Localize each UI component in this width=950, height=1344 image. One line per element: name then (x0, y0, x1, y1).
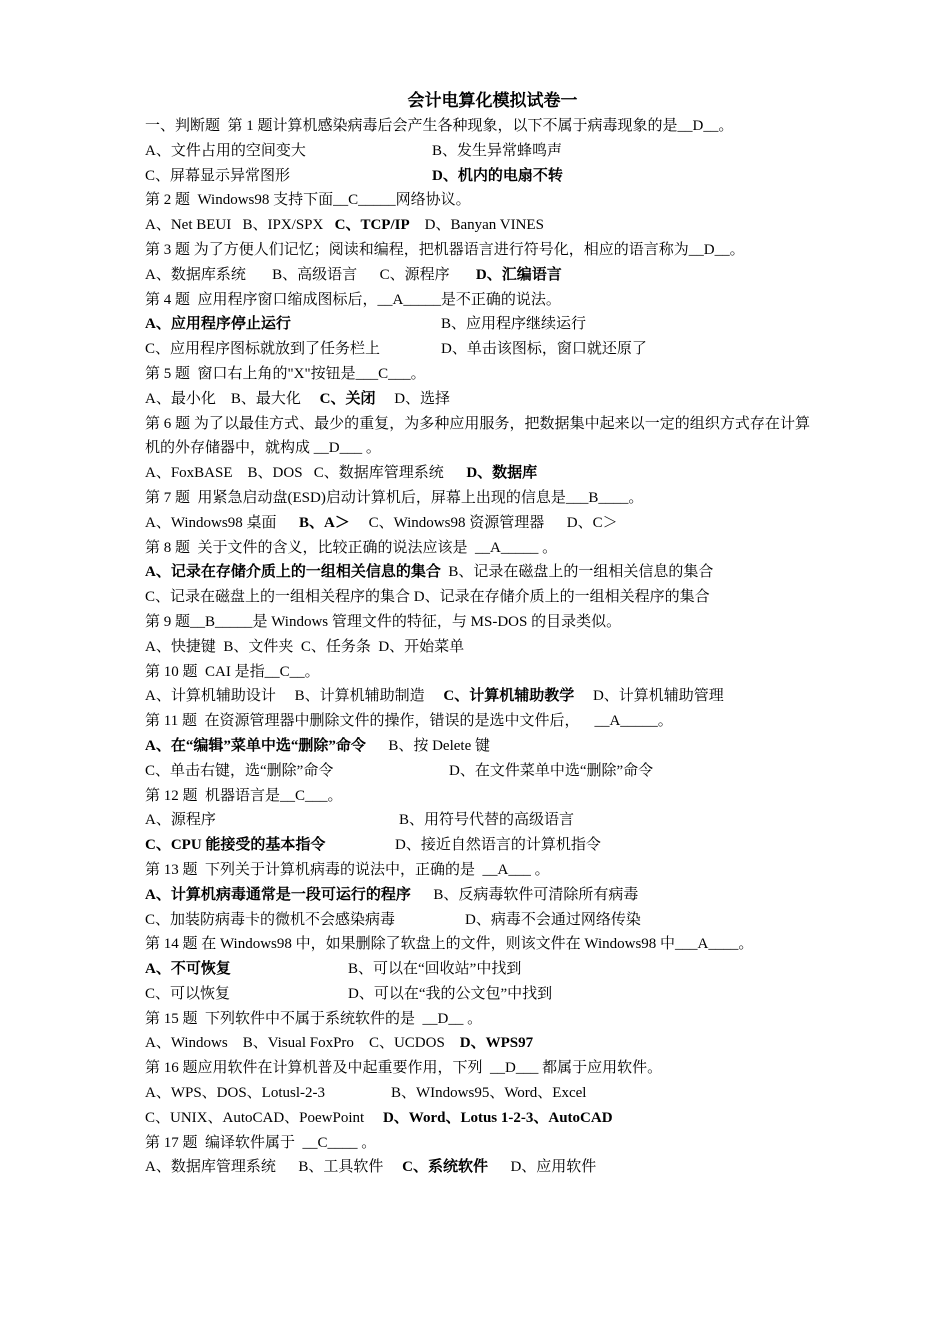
page-title: 会计电算化模拟试卷一 (407, 91, 578, 110)
question-line: 第 10 题 CAI 是指__C__。 (145, 663, 320, 680)
option-line (145, 263, 810, 288)
option-line (145, 883, 810, 908)
option: C、源程序 (379, 266, 476, 283)
option: B、最大化 (230, 390, 320, 407)
option: B、用符号代替的高级语言 (399, 812, 575, 829)
option-line (145, 312, 810, 337)
question-line: 第 7 题 用紧急启动盘(ESD)启动计算机后，屏幕上出现的信息是___B____。 (145, 489, 644, 506)
option: B、高级语言 (272, 266, 380, 283)
question-line: A、快捷键 B、文件夹 C、任务条 D、开始菜单 (145, 638, 465, 655)
question-line: 第 6 题 为了以最佳方式、最少的重复，为多种应用服务，把数据集中起来以一定的组织方式存在计算机的外存储器中，就构成 __D___ 。 (145, 415, 810, 457)
option: D、选择 (375, 390, 451, 407)
option: C、TCP/IP (334, 217, 410, 234)
option: A、Windows (145, 1035, 243, 1052)
option: C、UCDOS (368, 1035, 460, 1052)
option: A、FoxBASE (145, 465, 248, 482)
option: C、单击右键，选“删除”命令 (145, 762, 334, 779)
option-line (145, 808, 810, 833)
option-line (145, 1106, 810, 1131)
option: B、工具软件 (298, 1159, 403, 1176)
option-line (145, 387, 810, 412)
option: D、Banyan VINES (409, 217, 544, 234)
option: D、接近自然语言的计算机指令 (395, 837, 601, 854)
option: B、IPX/SPX (242, 217, 335, 234)
option: D、在文件菜单中选“删除”命令 (449, 762, 654, 779)
option: D、WPS97 (459, 1035, 534, 1052)
option: A、计算机病毒通常是一段可运行的程序 (145, 886, 411, 903)
option: C、UNIX、AutoCAD、PoewPoint (145, 1109, 383, 1126)
option: D、可以在“我的公文包”中找到 (348, 985, 553, 1002)
option-line (145, 461, 810, 486)
option-line (145, 1155, 810, 1180)
option-line (145, 957, 810, 982)
option: A、Windows98 桌面 (145, 514, 299, 531)
option: D、C＞ (566, 514, 618, 531)
option: C、系统软件 (402, 1159, 488, 1176)
option: C、关闭 (319, 390, 376, 407)
option: A、数据库管理系统 (145, 1159, 299, 1176)
option-line (145, 1081, 810, 1106)
question-line: 第 15 题 下列软件中不属于系统软件的是 __D__ 。 (145, 1010, 483, 1027)
option-line (145, 139, 810, 164)
option: D、计算机辅助管理 (574, 688, 724, 705)
option: D、机内的电扇不转 (432, 167, 563, 184)
question-list (145, 114, 810, 1180)
option: B、A＞ (298, 514, 350, 531)
option-line (145, 1031, 810, 1056)
option: B、DOS (247, 465, 314, 482)
option: A、应用程序停止运行 (145, 316, 291, 333)
option: B、计算机辅助制造 (294, 688, 444, 705)
option: B、按 Delete 键 (365, 737, 490, 754)
option: A、在“编辑”菜单中选“删除”命令 (145, 737, 366, 754)
question-line: 第 5 题 窗口右上角的"X"按钮是___C___。 (145, 365, 426, 382)
option: B、反病毒软件可清除所有病毒 (410, 886, 639, 903)
option-line (145, 511, 810, 536)
question-line: 一、判断题 第 1 题计算机感染病毒后会产生各种现象，以下不属于病毒现象的是__D__。 (145, 118, 734, 134)
option: D、应用软件 (487, 1159, 597, 1176)
option: D、汇编语言 (475, 266, 562, 283)
option: C、可以恢复 (145, 985, 231, 1002)
question-line: 第 9 题__B_____是 Windows 管理文件的特征，与 MS-DOS 的目录类似。 (145, 613, 622, 630)
question-line: 第 4 题 应用程序窗口缩成图标后，__A_____是不正确的说法。 (145, 291, 561, 308)
option: D、单击该图标，窗口就还原了 (441, 341, 647, 358)
question-line: 第 2 题 Windows98 支持下面__C_____网络协议。 (145, 192, 471, 209)
option: C、屏幕显示异常图形 (145, 167, 291, 184)
option: A、记录在存储介质上的一组相关信息的集合 (145, 564, 441, 581)
option: C、数据库管理系统 (313, 465, 467, 482)
question-line: 第 14 题 在 Windows98 中，如果删除了软盘上的文件，则该文件在 Windows98 中___A____。 (145, 936, 754, 953)
option-line (145, 759, 810, 784)
option: C、计算机辅助教学 (443, 688, 575, 705)
question-line: 第 8 题 关于文件的含义，比较正确的说法应该是 __A_____ 。 (145, 539, 558, 556)
option-line (145, 734, 810, 759)
question-line: 第 17 题 编译软件属于 __C____ 。 (145, 1134, 377, 1151)
exam-page (145, 88, 810, 1180)
question-line: 第 3 题 为了方便人们记忆；阅读和编程，把机器语言进行符号化，相应的语言称为__D__。 (145, 241, 745, 258)
question-line: 第 11 题 在资源管理器中删除文件的操作，错误的是选中文件后， __A_____。 (145, 713, 673, 730)
option-line (145, 833, 810, 858)
option: D、Word、Lotus 1-2-3、AutoCAD (382, 1109, 613, 1126)
option: C、加装防病毒卡的微机不会感染病毒 (145, 911, 396, 928)
option: A、数据库系统 (145, 266, 273, 283)
option: A、WPS、DOS、Lotusl-2-3 (145, 1085, 326, 1102)
option: A、源程序 (145, 812, 216, 829)
option-line (145, 560, 810, 585)
option: C、应用程序图标就放到了任务栏上 (145, 341, 381, 358)
option: A、计算机辅助设计 (145, 688, 295, 705)
option: B、应用程序继续运行 (441, 316, 587, 333)
option-line (145, 213, 810, 238)
option: A、不可恢复 (145, 961, 231, 978)
option: C、CPU 能接受的基本指令 (145, 837, 326, 854)
option: D、病毒不会通过网络传染 (465, 911, 641, 928)
option-line (145, 337, 810, 362)
option-line (145, 164, 810, 189)
question-line: 第 12 题 机器语言是__C___。 (145, 787, 343, 804)
option: B、WIndows95、Word、Excel (391, 1085, 587, 1102)
option-line (145, 684, 810, 709)
option: A、文件占用的空间变大 (145, 142, 306, 159)
option: B、Visual FoxPro (242, 1035, 369, 1052)
option: A、最小化 (145, 390, 231, 407)
question-line: C、记录在磁盘上的一组相关程序的集合 D、记录在存储介质上的一组相关程序的集合 (145, 589, 710, 606)
option: D、数据库 (466, 465, 538, 482)
option: B、记录在磁盘上的一组相关信息的集合 (440, 564, 714, 581)
question-line: 第 13 题 下列关于计算机病毒的说法中，正确的是 __A___ 。 (145, 861, 550, 878)
option: A、Net BEUI (145, 217, 243, 234)
option: C、Windows98 资源管理器 (349, 514, 567, 531)
option: B、可以在“回收站”中找到 (348, 961, 522, 978)
option: B、发生异常蜂鸣声 (432, 142, 563, 159)
option-line (145, 908, 810, 933)
option-line (145, 982, 810, 1007)
question-line: 第 16 题应用软件在计算机普及中起重要作用，下列 __D___ 都属于应用软件。 (145, 1060, 663, 1077)
